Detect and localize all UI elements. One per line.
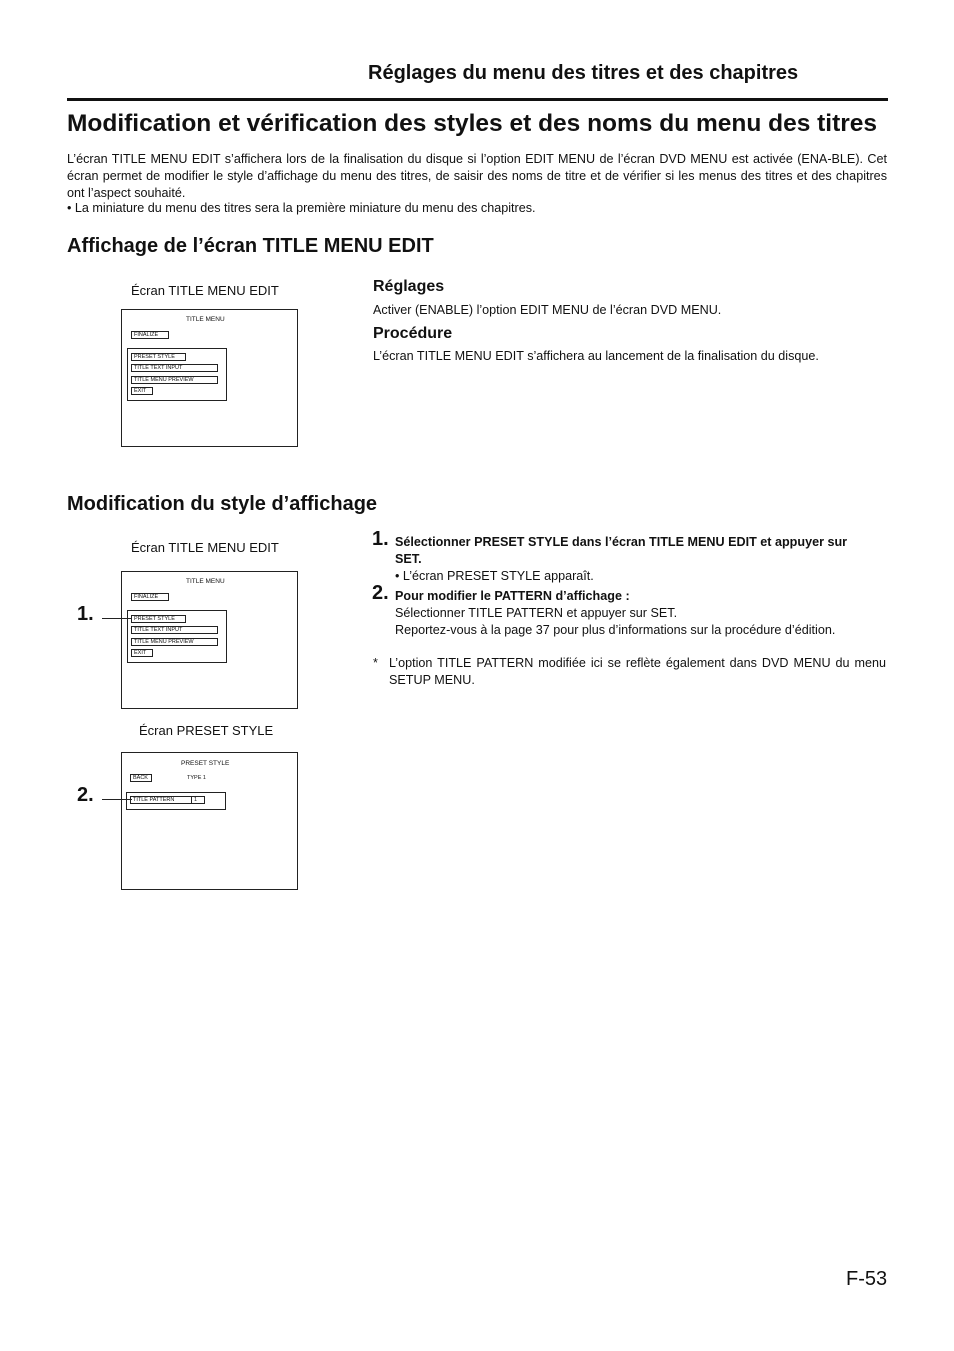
procedure-heading: Procédure <box>373 325 453 342</box>
callout-2: 2. <box>77 784 94 806</box>
intro-bullet: • La miniature du menu des titres sera la première miniature du menu des chapitres. <box>67 201 536 215</box>
step-2-heading: Pour modifier le PATTERN d’affichage : <box>395 589 630 603</box>
settings-heading: Réglages <box>373 278 445 295</box>
preset-style-option: PRESET STYLE <box>131 353 186 361</box>
title-text-input-option: TITLE TEXT INPUT <box>131 626 218 634</box>
step-1-number: 1. <box>372 528 389 550</box>
screen-title: TITLE MENU <box>186 316 225 323</box>
settings-text: Activer (ENABLE) l’option EDIT MENU de l’écran DVD MENU. <box>373 303 722 317</box>
finalize-option: FINALIZE <box>131 593 169 601</box>
preset-style-option: PRESET STYLE <box>131 615 186 623</box>
title-menu-edit-screen-2 <box>121 571 298 709</box>
title-menu-edit-screen <box>121 309 298 447</box>
callout-1: 1. <box>77 603 94 625</box>
note-mark: * <box>373 656 378 670</box>
header-rule <box>67 98 888 101</box>
exit-option: EXIT <box>131 649 153 657</box>
back-option: BACK <box>130 774 152 782</box>
section2-screen1-caption: Écran TITLE MENU EDIT <box>131 540 279 555</box>
section2-screen2-caption: Écran PRESET STYLE <box>139 723 274 738</box>
callout-2-line <box>102 799 132 800</box>
note-text: L’option TITLE PATTERN modifiée ici se reflète également dans DVD MENU du menu SETUP MENU. <box>389 656 886 687</box>
section1-screen-caption: Écran TITLE MENU EDIT <box>131 283 279 298</box>
title-text-input-option: TITLE TEXT INPUT <box>131 364 218 372</box>
page-title: Modification et vérification des styles et des noms du menu des titres <box>67 110 878 137</box>
step-2-line1: Sélectionner TITLE PATTERN et appuyer sur SET. <box>395 606 678 620</box>
exit-option: EXIT <box>131 387 153 395</box>
page-number: F-53 <box>846 1268 888 1290</box>
screen-title: TITLE MENU <box>186 578 225 585</box>
procedure-text: L’écran TITLE MENU EDIT s’affichera au lancement de la finalisation du disque. <box>373 349 819 363</box>
title-menu-preview-option: TITLE MENU PREVIEW <box>131 376 218 384</box>
section-header: Réglages du menu des titres et des chapitres <box>368 62 799 84</box>
step-1-text-cont: SET. <box>395 552 422 566</box>
title-menu-preview-option: TITLE MENU PREVIEW <box>131 638 218 646</box>
step-2-number: 2. <box>372 582 389 604</box>
step-1-bullet: • L’écran PRESET STYLE apparaît. <box>395 569 594 583</box>
step-1-text: Sélectionner PRESET STYLE dans l’écran TITLE MENU EDIT et appuyer sur <box>395 535 848 549</box>
title-pattern-value: 1 <box>191 796 205 804</box>
preset-style-screen <box>121 752 298 890</box>
screen-title: PRESET STYLE <box>181 760 230 767</box>
title-pattern-option: TITLE PATTERN <box>130 796 192 804</box>
section1-heading: Affichage de l’écran TITLE MENU EDIT <box>67 235 434 257</box>
finalize-option: FINALIZE <box>131 331 169 339</box>
section2-heading: Modification du style d’affichage <box>67 493 378 515</box>
step-2-line2: Reportez-vous à la page 37 pour plus d’informations sur la procédure d’édition. <box>395 623 836 637</box>
callout-1-line <box>102 618 132 619</box>
type-label: TYPE 1 <box>187 775 206 781</box>
intro-paragraph: L’écran TITLE MENU EDIT s’affichera lors de la finalisation du disque si l’option EDIT MENU de l’écran DVD MENU est activée (ENA-BLE). Cet écran permet de modifier le style d’affichage du menu des titres, de saisir des noms de titre et de vérifier si les menus des titres et des chapitres ont l’aspect souhaité. <box>67 152 887 200</box>
